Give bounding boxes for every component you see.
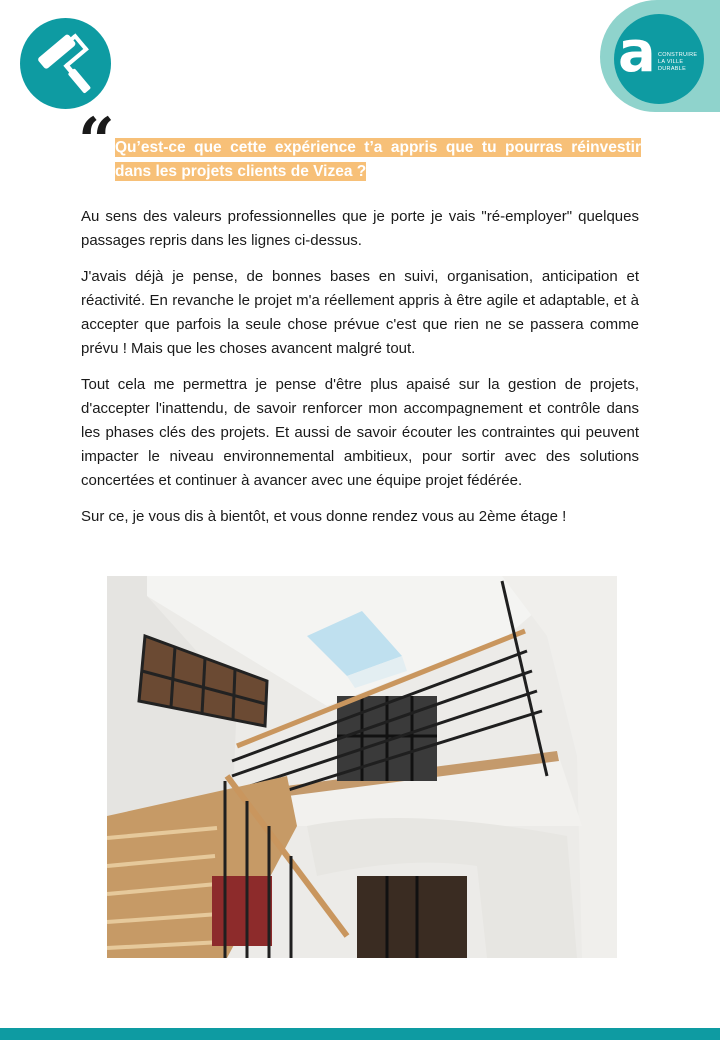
paragraph: Tout cela me permettra je pense d'être plus apaisé sur la gestion de projets, d'accepter l'inattendu, de savoir renforcer mon accompagnement et contrôle dans les phases clés des projets. Et aussi de savoir écouter les contraintes qui peuvent impacter le niveau environnemental ambitieux, pour sortir avec des solutions concertées et continuer à avancer avec une équipe projet fédérée. [81, 376, 639, 489]
staircase-illustration [107, 576, 617, 958]
paint-roller-logo [20, 18, 111, 109]
staircase-photo [107, 576, 617, 958]
brand-tagline-line: DURABLE [658, 66, 687, 72]
footer-bar [0, 1028, 720, 1040]
brand-tagline-line: CONSTRUIRE [658, 52, 698, 58]
paint-roller-icon [20, 18, 111, 109]
brand-tagline [658, 52, 704, 73]
paragraph: Sur ce, je vous dis à bientôt, et vous donne rendez vous au 2ème étage ! [81, 508, 567, 525]
question-highlight: Qu’est-ce que cette expérience t’a appris que tu pourras réinvestir dans les projets clients de Vizea ? [115, 139, 641, 180]
paragraph: Au sens des valeurs professionnelles que je porte je vais "ré-employer" quelques passages repris dans les lignes ci-dessus. [81, 208, 639, 249]
brand-logo-glyph: a [618, 20, 656, 85]
interview-question [115, 136, 641, 184]
brand-logo [614, 14, 704, 104]
quote-mark-icon: “ [78, 104, 115, 179]
paragraph: J'avais déjà je pense, de bonnes bases en suivi, organisation, anticipation et réactivité. En revanche le projet m'a réellement appris à être agile et adaptable, et à accepter que parfois la seule chose prévue c'est que rien ne se passera comme prévu ! Mais que les choses avancent malgré tout. [81, 268, 639, 357]
answer-body [81, 205, 639, 541]
brand-tagline-line: LA VILLE [658, 59, 684, 65]
